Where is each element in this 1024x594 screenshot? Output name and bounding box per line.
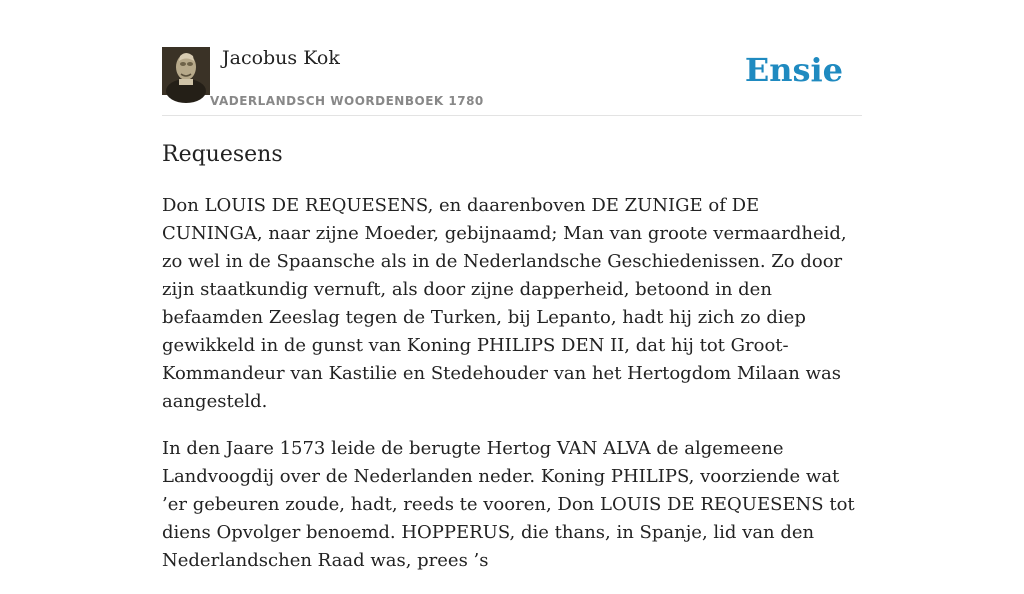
ensie-logo[interactable]: Ensie <box>744 51 843 89</box>
article-title: Requesens <box>162 142 283 167</box>
article-body <box>162 192 862 594</box>
source-label[interactable]: VADERLANDSCH WOORDENBOEK 1780 <box>210 94 484 108</box>
article-header <box>162 40 862 116</box>
portrait-image <box>162 47 210 95</box>
author-avatar[interactable] <box>162 47 210 95</box>
article-paragraph: In den Jaare 1573 leide de berugte Hertog VAN ALVA de algemeene Landvoogdij over de Nederlanden neder. Koning PHILIPS, voorziende wat ’er gebeuren zoude, hadt, reeds te vooren, Don LOUIS DE REQUESENS tot diens Opvolger benoemd. HOPPERUS, die thans, in Spanje, lid van den Nederlandschen Raad was, prees ’s <box>162 438 855 571</box>
author-name[interactable]: Jacobus Kok <box>222 47 340 69</box>
article-paragraph: Don LOUIS DE REQUESENS, en daarenboven DE ZUNIGE of DE CUNINGA, naar zijne Moeder, gebijnaamd; Man van groote vermaardheid, zo wel in de Spaansche als in de Nederlandsche Geschiedenissen. Zo door zijn staatkundig vernuft, als door zijne dapperheid, betoond in den befaamden Zeeslag tegen de Turken, bij Lepanto, hadt hij zich zo diep gewikkeld in de gunst van Koning PHILIPS DEN II, dat hij tot Groot-Kommandeur van Kastilie en Stedehouder van het Hertogdom Milaan was aangesteld. <box>162 195 847 412</box>
